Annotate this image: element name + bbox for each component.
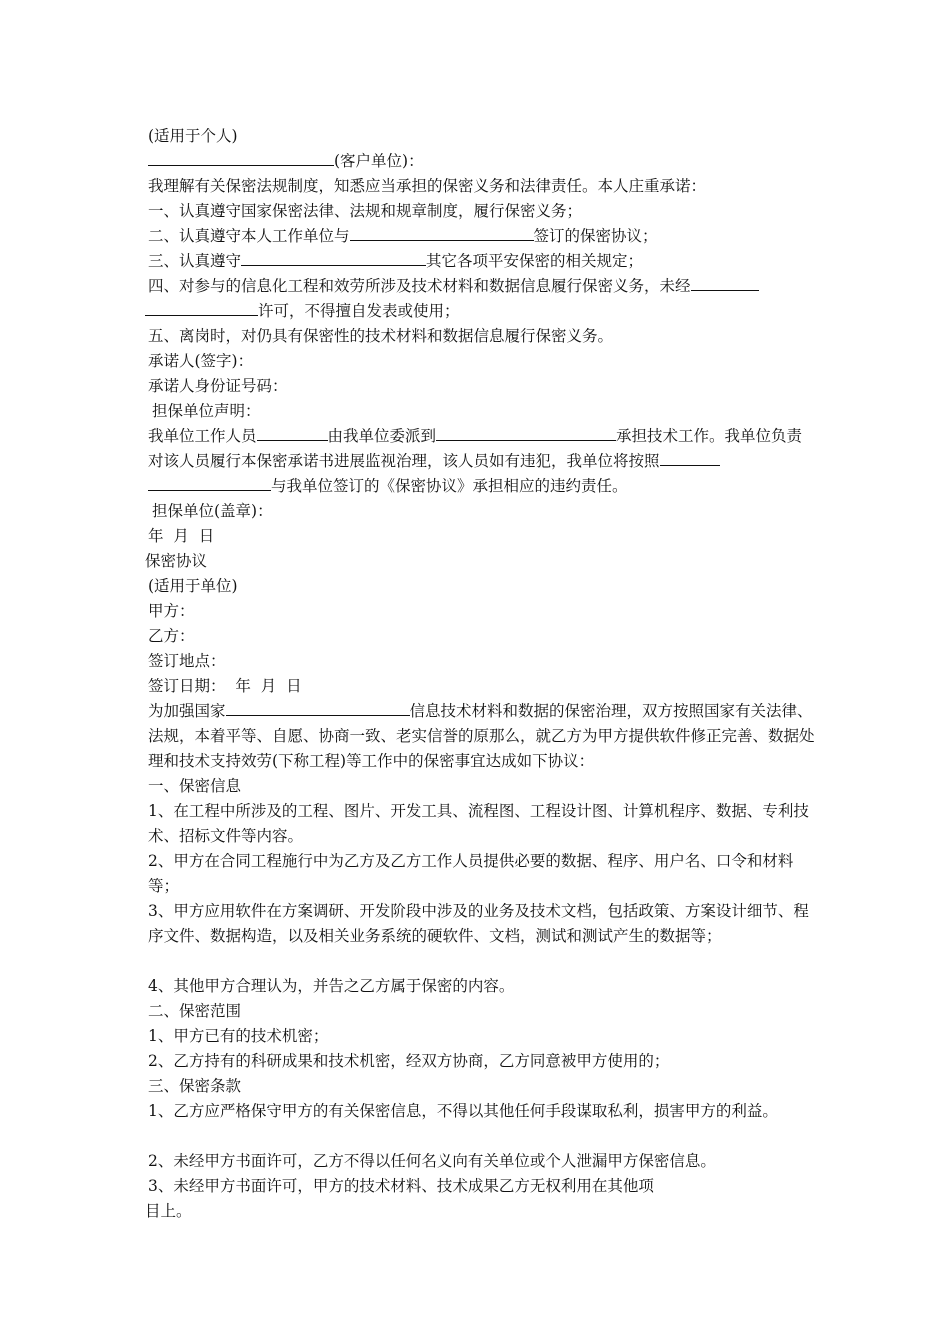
pledge-item-3: 三、认真遵守 其它各项平安保密的相关规定； (148, 252, 644, 270)
section-2-item-2: 2、乙方持有的科研成果和技术机密，经双方协商，乙方同意被甲方使用的； (148, 1052, 670, 1070)
agreement-title: 保密协议 (145, 552, 208, 570)
blank-project-name[interactable] (226, 701, 410, 716)
document-body (145, 124, 815, 1224)
agreement-preamble: 为加强国家 信息技术材料和数据的保密治理，双方按照国家有关法律、法规，本着平等、自愿、协商一致、老实信誉的原那么，就乙方为甲方提供软件修正完善、数据处理和技术支持效劳(下称工程)等工作中的保密事宜达成如下协议： (148, 702, 815, 770)
section-2-heading: 二、保密范围 (148, 1002, 242, 1020)
pledger-signature: 承诺人(签字)： (148, 352, 254, 370)
subtitle-unit: (适用于单位) (148, 577, 238, 595)
blank-permission-1[interactable] (691, 276, 759, 291)
blank-agreement-party-1[interactable] (660, 451, 720, 466)
blank-permission-2[interactable] (145, 301, 258, 316)
pledge-item-4-cont: 许可，不得擅自发表或使用； (145, 299, 815, 324)
guarantor-date: 年 月 日 (148, 527, 215, 545)
pledge-intro: 我理解有关保密法规制度，知悉应当承担的保密义务和法律责任。本人庄重承诺： (148, 177, 707, 195)
section-3-item-3: 3、未经甲方书面许可，甲方的技术材料、技术成果乙方无权利用在其他项 (148, 1177, 654, 1195)
guarantor-statement-heading: 担保单位声明： (152, 402, 261, 420)
section-1-item-1: 1、在工程中所涉及的工程、图片、开发工具、流程图、工程设计图、计算机程序、数据、专利技术、招标文件等内容。 (148, 802, 809, 845)
section-3-item-1: 1、乙方应严格保守甲方的有关保密信息，不得以其他任何手段谋取私利，损害甲方的利益。 (148, 1102, 778, 1120)
pledge-item-4: 四、对参与的信息化工程和效劳所涉及技术材料和数据信息履行保密义务，未经 (145, 274, 815, 299)
section-1-item-2: 2、甲方在合同工程施行中为乙方及乙方工作人员提供必要的数据、程序、用户名、口令和材料等； (148, 852, 794, 895)
section-3-item-2: 2、未经甲方书面许可，乙方不得以任何名义向有关单位或个人泄漏甲方保密信息。 (148, 1152, 716, 1170)
subtitle-personal: (适用于个人) (148, 127, 238, 145)
party-b: 乙方： (148, 627, 195, 645)
blank-staff-name[interactable] (257, 426, 328, 441)
party-a: 甲方： (148, 602, 195, 620)
guarantor-seal: 担保单位(盖章)： (152, 502, 273, 520)
blank-client-unit[interactable] (148, 151, 334, 166)
pledge-item-2: 二、认真遵守本人工作单位与 签订的保密协议； (148, 227, 658, 245)
signing-date: 签订日期： 年 月 日 (148, 677, 302, 695)
section-1-heading: 一、保密信息 (148, 777, 242, 795)
section-1-item-4: 4、其他甲方合理认为，并告之乙方属于保密的内容。 (148, 977, 515, 995)
section-1-item-3: 3、甲方应用软件在方案调研、开发阶段中涉及的业务及技术文档，包括政策、方案设计细节、程序文件、数据构造，以及相关业务系统的硬软件、文档，测试和测试产生的数据等； (148, 902, 809, 945)
blank-assigned-unit[interactable] (436, 426, 616, 441)
guarantor-statement-text: 我单位工作人员 由我单位委派到 承担技术工作。我单位负责对该人员履行本保密承诺书进展监视治理，该人员如有违犯，我单位将按照 与我单位签订的《保密协议》承担相应的违约责任。 (148, 427, 803, 495)
pledger-id-number: 承诺人身份证号码： (148, 377, 288, 395)
signing-location: 签订地点： (148, 652, 226, 670)
pledge-item-5: 五、离岗时，对仍具有保密性的技术材料和数据信息履行保密义务。 (148, 327, 614, 345)
pledge-item-1: 一、认真遵守国家保密法律、法规和规章制度，履行保密义务； (148, 202, 583, 220)
client-unit-line: (客户单位)： (145, 149, 815, 174)
section-3-item-3-cont: 目上。 (145, 1202, 192, 1220)
section-3-heading: 三、保密条款 (148, 1077, 242, 1095)
section-2-item-1: 1、甲方已有的技术机密； (148, 1027, 329, 1045)
blank-agreement-party-2[interactable] (148, 476, 271, 491)
blank-signing-party[interactable] (350, 226, 534, 241)
blank-regulation[interactable] (241, 251, 426, 266)
